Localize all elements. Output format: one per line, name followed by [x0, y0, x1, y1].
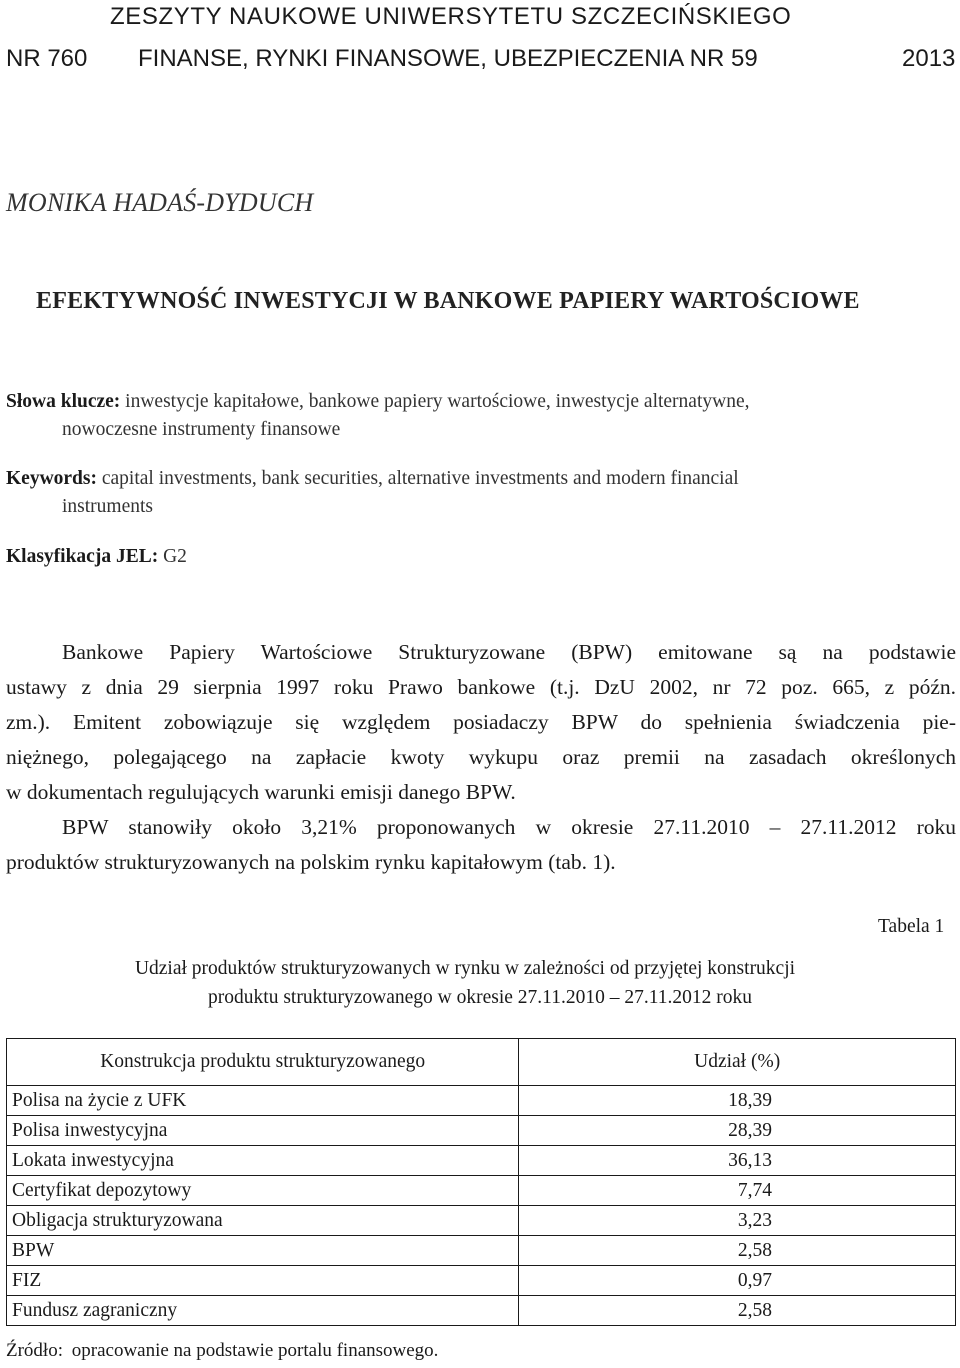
column-header-construction: Konstrukcja produktu strukturyzowanego	[7, 1039, 519, 1086]
paragraph1-line2: ustawy z dnia 29 sierpnia 1997 roku Prawo bankowe (t.j. DzU 2002, nr 72 poz. 665, z późn.	[6, 675, 956, 699]
table-row	[7, 1236, 956, 1266]
data-table	[6, 1038, 956, 1326]
row-label: Fundusz zagraniczny	[7, 1296, 519, 1326]
row-value: 7,74	[519, 1176, 956, 1206]
article-title: EFEKTYWNOŚĆ INWESTYCJI W BANKOWE PAPIERY WARTOŚCIOWE	[36, 288, 860, 314]
table-row	[7, 1296, 956, 1326]
paragraph1-line1: Bankowe Papiery Wartościowe Strukturyzowane (BPW) emitowane są na podstawie	[62, 640, 956, 664]
paragraph2-line1: BPW stanowiły około 3,21% proponowanych w okresie 27.11.2010 – 27.11.2012 roku	[62, 815, 956, 839]
jel-label: Klasyfikacja JEL:	[6, 546, 159, 567]
table-row	[7, 1086, 956, 1116]
table-label: Tabela 1	[878, 916, 945, 937]
author-name: MONIKA HADAŚ-DYDUCH	[6, 188, 314, 217]
journal-year: 2013	[902, 45, 956, 72]
row-label: BPW	[7, 1236, 519, 1266]
column-header-share: Udział (%)	[519, 1039, 956, 1086]
row-label: Obligacja strukturyzowana	[7, 1206, 519, 1236]
source-label: Źródło:	[6, 1340, 63, 1361]
table-row	[7, 1146, 956, 1176]
row-value: 2,58	[519, 1296, 956, 1326]
table-row	[7, 1116, 956, 1146]
paragraph2-line2: produktów strukturyzowanych na polskim rynku kapitałowym (tab. 1).	[6, 850, 616, 874]
row-label: Certyfikat depozytowy	[7, 1176, 519, 1206]
row-label: Polisa inwestycyjna	[7, 1116, 519, 1146]
journal-series: FINANSE, RYNKI FINANSOWE, UBEZPIECZENIA NR 59	[138, 45, 758, 72]
row-label: Lokata inwestycyjna	[7, 1146, 519, 1176]
row-value: 18,39	[519, 1086, 956, 1116]
issue-number: NR 760	[6, 45, 88, 72]
journal-name: ZESZYTY NAUKOWE UNIWERSYTETU SZCZECIŃSKIEGO	[110, 3, 792, 30]
row-value: 0,97	[519, 1266, 956, 1296]
row-value: 36,13	[519, 1146, 956, 1176]
row-value: 2,58	[519, 1236, 956, 1266]
keywords-pl-label: Słowa klucze:	[6, 391, 121, 412]
row-value: 28,39	[519, 1116, 956, 1146]
keywords-en-label: Keywords:	[6, 468, 97, 489]
row-label: Polisa na życie z UFK	[7, 1086, 519, 1116]
keywords-pl-line2: nowoczesne instrumenty finansowe	[62, 419, 341, 440]
table-caption-line2: produktu strukturyzowanego w okresie 27.11.2010 – 27.11.2012 roku	[208, 987, 752, 1008]
table-row	[7, 1206, 956, 1236]
paragraph1-line4: niężnego, polegającego na zapłacie kwoty wykupu oraz premii na zasadach określonych	[6, 745, 956, 769]
table-row	[7, 1266, 956, 1296]
keywords-en-text1: capital investments, bank securities, alternative investments and modern financial	[101, 468, 739, 489]
keywords-en-line1	[6, 468, 739, 490]
table-row	[7, 1176, 956, 1206]
jel-classification	[6, 546, 187, 568]
keywords-pl-text1: inwestycje kapitałowe, bankowe papiery wartościowe, inwestycje alternatywne,	[125, 391, 750, 412]
table-caption-line1: Udział produktów strukturyzowanych w rynku w zależności od przyjętej konstrukcji	[134, 958, 796, 979]
source-text: opracowanie na podstawie portalu finansowego.	[71, 1340, 439, 1361]
paragraph1-line5: w dokumentach regulujących warunki emisji danego BPW.	[6, 780, 516, 804]
table-source	[6, 1340, 438, 1362]
paragraph1-line3: zm.). Emitent zobowiązuje się względem posiadaczy BPW do spełnienia świadczenia pie-	[6, 710, 956, 734]
table-header-row	[7, 1039, 956, 1086]
keywords-pl-line1	[6, 391, 750, 413]
row-label: FIZ	[7, 1266, 519, 1296]
row-value: 3,23	[519, 1206, 956, 1236]
jel-value: G2	[163, 546, 187, 567]
keywords-en-line2: instruments	[62, 496, 153, 517]
